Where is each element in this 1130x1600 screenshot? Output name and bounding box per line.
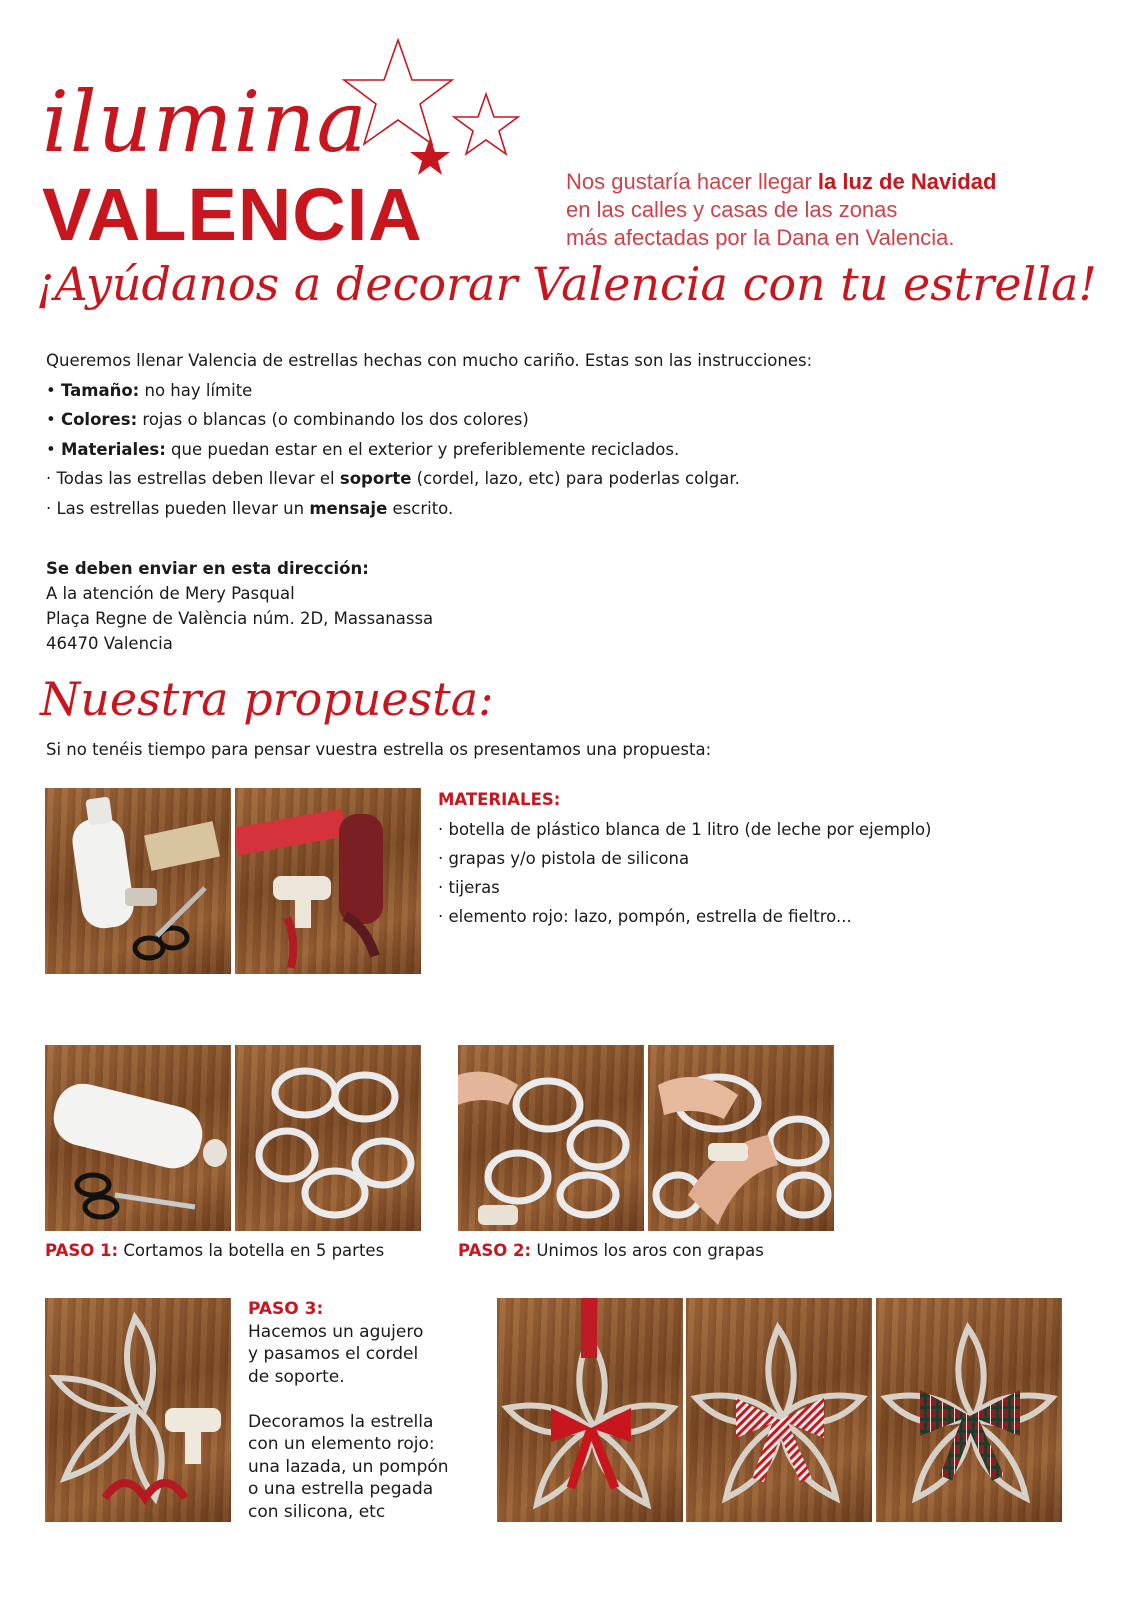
photo-step1-bottle bbox=[45, 1045, 231, 1231]
address-line: 46470 Valencia bbox=[46, 634, 173, 653]
large-star-outline-icon bbox=[344, 40, 452, 144]
photo-step1-rings bbox=[235, 1045, 421, 1231]
medium-star-outline-icon bbox=[454, 94, 518, 154]
materials-item: · tijeras bbox=[438, 878, 500, 897]
step3-line: y pasamos el cordel bbox=[248, 1344, 419, 1364]
materials-item: · botella de plástico blanca de 1 litro (de leche por ejemplo) bbox=[438, 820, 932, 839]
photo-bottle-scissors bbox=[45, 788, 231, 974]
step3-line: Decoramos la estrella bbox=[248, 1411, 434, 1432]
photo-step3-star bbox=[45, 1298, 231, 1522]
materials-list bbox=[438, 815, 1058, 931]
materials-heading: MATERIALES: bbox=[438, 790, 561, 809]
photo-finished-star-red-ribbon bbox=[497, 1298, 683, 1522]
photo-step2-joining bbox=[458, 1045, 644, 1231]
address-line: Plaça Regne de València núm. 2D, Massanassa bbox=[46, 609, 434, 628]
proposal-subtitle: Si no tenéis tiempo para pensar vuestra estrella os presentamos una propuesta: bbox=[46, 740, 712, 759]
shipping-address bbox=[46, 556, 746, 656]
photo-step2-stapling bbox=[648, 1045, 834, 1231]
step3-line: Hacemos un agujero bbox=[248, 1321, 424, 1342]
rule-size: • Tamaño: no hay límite bbox=[46, 380, 253, 400]
photo-ribbons-glue-gun bbox=[235, 788, 421, 974]
step3-label: PASO 3: bbox=[248, 1299, 324, 1319]
small-star-filled-icon bbox=[410, 138, 450, 175]
materials-item: · grapas y/o pistola de silicona bbox=[438, 849, 690, 868]
headline: ¡Ayúdanos a decorar Valencia con tu estrella! bbox=[36, 257, 1097, 311]
address-heading: Se deben enviar en esta dirección: bbox=[46, 559, 369, 578]
tagline-text: Nos gustaría hacer llegar bbox=[566, 169, 818, 194]
stars-decoration-icon bbox=[340, 28, 540, 188]
instructions-lead: Queremos llenar Valencia de estrellas hechas con mucho cariño. Estas son las instrucciones: bbox=[46, 351, 813, 370]
step2-caption: PASO 2: Unimos los aros con grapas bbox=[458, 1241, 764, 1260]
step3-line: o una estrella pegada bbox=[248, 1479, 434, 1499]
step3-spacer bbox=[248, 1388, 488, 1411]
address-line: A la atención de Mery Pasqual bbox=[46, 584, 295, 603]
photo-finished-star-striped-ribbon bbox=[686, 1298, 872, 1522]
rule-materials: • Materiales: que puedan estar en el exterior y preferiblemente reciclados. bbox=[46, 439, 680, 459]
rule-message: · Las estrellas pueden llevar un mensaje escrito. bbox=[46, 498, 454, 518]
proposal-title: Nuestra propuesta: bbox=[40, 672, 494, 726]
tagline bbox=[566, 168, 1086, 252]
photo-finished-star-tartan-ribbon bbox=[876, 1298, 1062, 1522]
rule-colors: • Colores: rojas o blancas (o combinando los dos colores) bbox=[46, 410, 529, 429]
step3-line: con silicona, etc bbox=[248, 1501, 386, 1522]
materials-item: · elemento rojo: lazo, pompón, estrella de fieltro... bbox=[438, 907, 852, 926]
tagline-line2: en las calles y casas de las zonas bbox=[566, 197, 898, 222]
step3-line: con un elemento rojo: bbox=[248, 1434, 435, 1454]
step3-text bbox=[248, 1298, 488, 1523]
step1-caption: PASO 1: Cortamos la botella en 5 partes bbox=[45, 1241, 385, 1260]
logo-ilumina: ilumina bbox=[42, 73, 368, 171]
step3-line: de soporte. bbox=[248, 1366, 345, 1387]
tagline-line3: más afectadas por la Dana en Valencia. bbox=[566, 225, 955, 250]
tagline-bold: la luz de Navidad bbox=[817, 169, 997, 194]
logo-valencia: VALENCIA bbox=[42, 173, 423, 256]
step3-line: una lazada, un pompón bbox=[248, 1456, 449, 1477]
instructions bbox=[46, 346, 1086, 523]
rule-support: · Todas las estrellas deben llevar el soporte (cordel, lazo, etc) para poderlas colgar. bbox=[46, 469, 740, 488]
